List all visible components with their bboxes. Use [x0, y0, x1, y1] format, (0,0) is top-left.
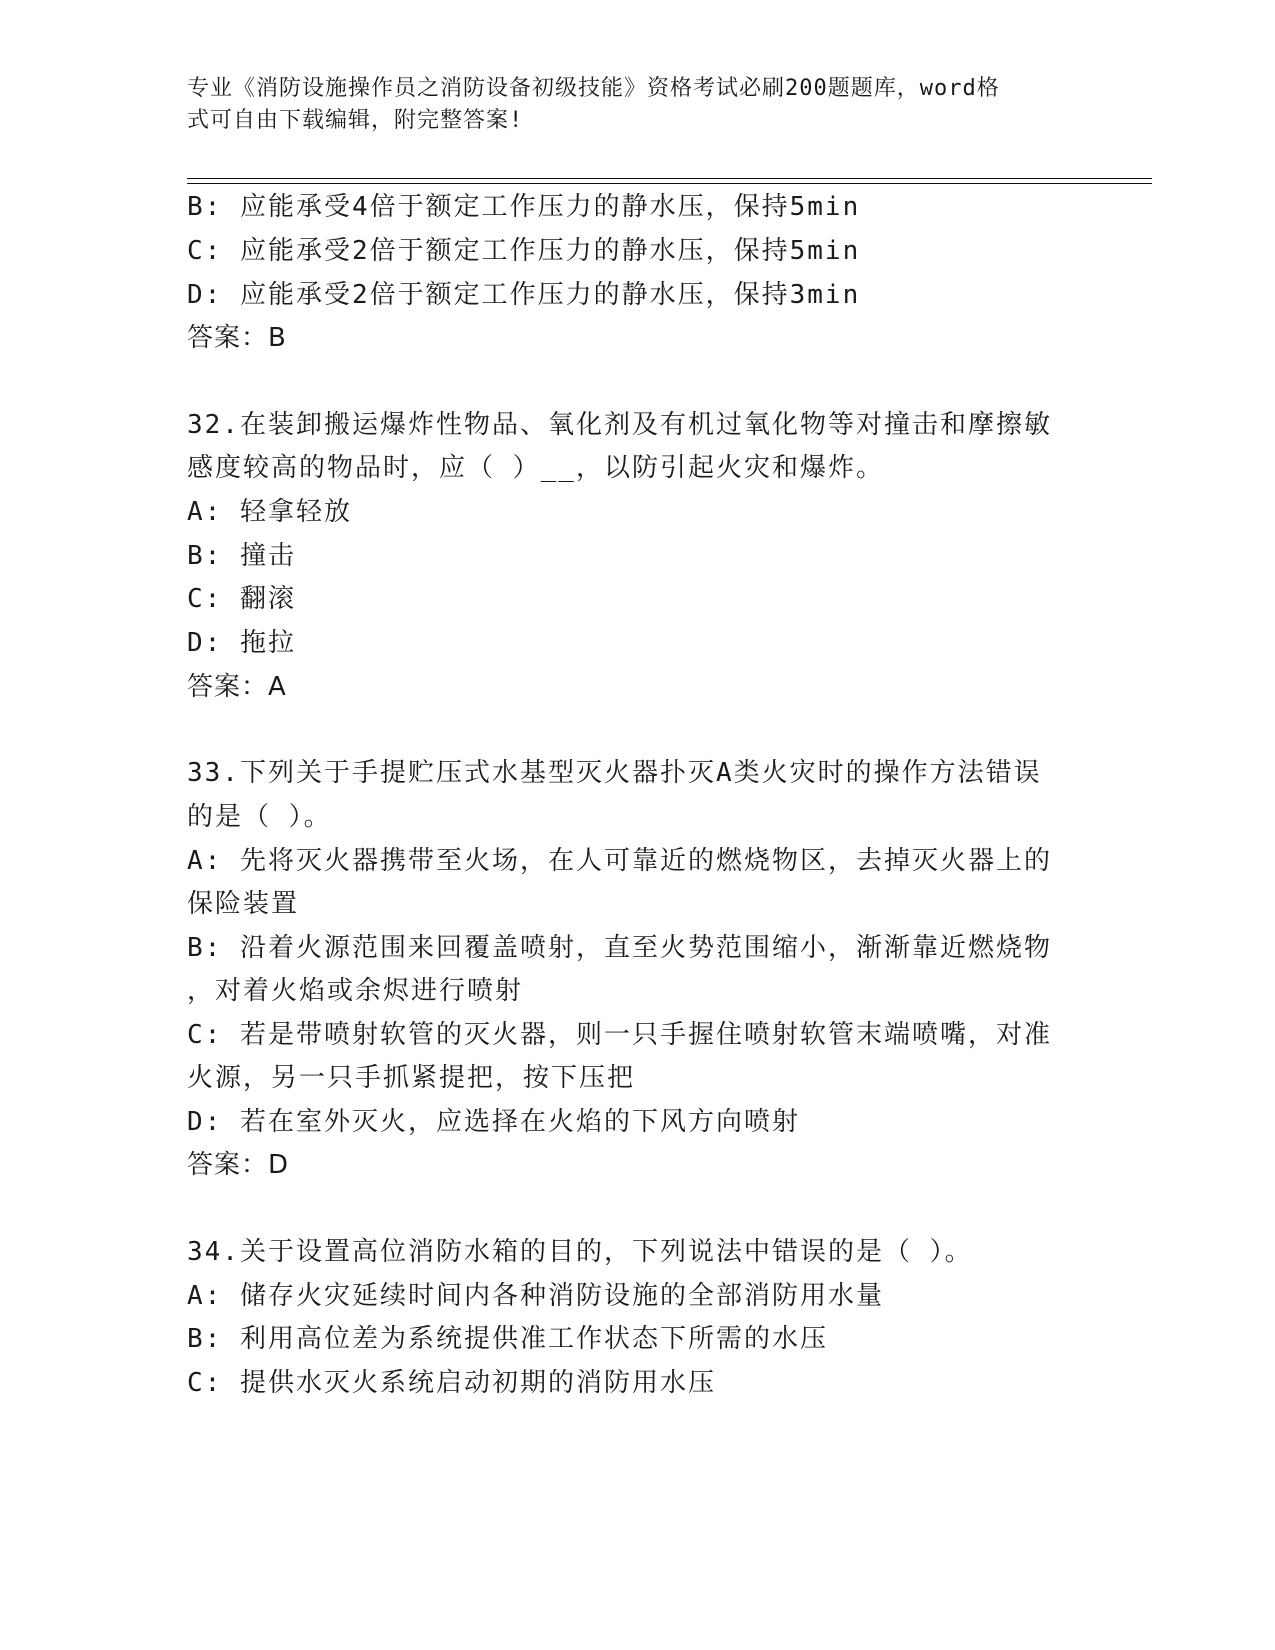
q33-option-b-line-1: B: 沿着火源范围来回覆盖喷射，直至火势范围缩小，渐渐靠近燃烧物: [187, 933, 1052, 963]
q33-option-c-line-1: C: 若是带喷射软管的灭火器，则一只手握住喷射软管末端喷嘴，对准: [187, 1020, 1052, 1050]
q34-option-c: C: 提供水灭火系统启动初期的消防用水压: [187, 1368, 716, 1398]
q31-option-b: B: 应能承受4倍于额定工作压力的静水压，保持5min: [187, 192, 861, 222]
q33-stem-line-2: 的是（ ）。: [187, 802, 332, 832]
q31-option-d: D: 应能承受2倍于额定工作压力的静水压，保持3min: [187, 280, 861, 310]
q32-stem-line-1: 32.在装卸搬运爆炸性物品、氧化剂及有机过氧化物等对撞击和摩擦敏: [187, 410, 1052, 440]
q33-option-c-line-2: 火源，另一只手抓紧提把，按下压把: [187, 1063, 636, 1093]
q33-stem-line-1: 33.下列关于手提贮压式水基型灭火器扑灭A类火灾时的操作方法错误: [187, 758, 1042, 788]
q32-option-d: D: 拖拉: [187, 628, 296, 658]
q32-option-c: C: 翻滚: [187, 584, 296, 614]
q33-option-a-line-1: A: 先将灭火器携带至火场，在人可靠近的燃烧物区，去掉灭火器上的: [187, 846, 1052, 876]
header-divider-bottom: [187, 183, 1152, 184]
q34-stem: 34.关于设置高位消防水箱的目的，下列说法中错误的是（ ）。: [187, 1237, 973, 1267]
document-header: [187, 73, 1067, 137]
q34-option-b: B: 利用高位差为系统提供准工作状态下所需的水压: [187, 1324, 828, 1354]
q32-stem-line-2: 感度较高的物品时，应（ ）__，以防引起火灾和爆炸。: [187, 453, 884, 483]
header-line-1: 专业《消防设施操作员之消防设备初级技能》资格考试必刷200题题库，word格: [187, 76, 1000, 101]
q32-option-b: B: 撞击: [187, 541, 296, 571]
q33-option-a-line-2: 保险装置: [187, 889, 300, 919]
q33-option-b-line-2: ，对着火焰或余烬进行喷射: [187, 976, 524, 1006]
header-line-2: 式可自由下载编辑，附完整答案!: [187, 108, 524, 133]
q34-option-a: A: 储存火灾延续时间内各种消防设施的全部消防用水量: [187, 1281, 884, 1311]
q32-answer: 答案：A: [187, 672, 287, 702]
q33-answer: 答案：D: [187, 1150, 290, 1180]
q31-option-c: C: 应能承受2倍于额定工作压力的静水压，保持5min: [187, 236, 861, 266]
q32-option-a: A: 轻拿轻放: [187, 497, 352, 527]
q31-answer: 答案：B: [187, 323, 287, 353]
header-divider-top: [187, 178, 1152, 179]
q33-option-d: D: 若在室外灭火，应选择在火焰的下风方向喷射: [187, 1107, 800, 1137]
